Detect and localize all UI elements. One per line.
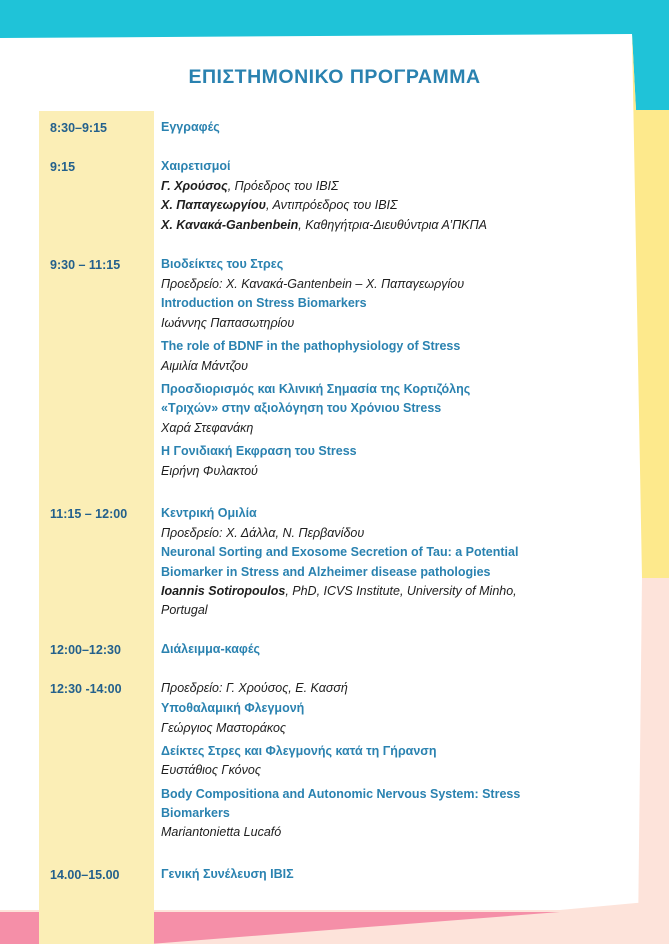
time-welcome: 9:15 <box>50 160 76 174</box>
item-welcome-title: Χαιρετισμοί <box>161 159 231 173</box>
talk-speaker: Ειρήνη Φυλακτού <box>161 464 258 478</box>
time-assembly: 14.00–15.00 <box>50 868 120 882</box>
session1-chairs: Προεδρείο: Χ. Κανακά-Gantenbein – Χ. Παπαγεωργίου <box>161 277 465 291</box>
keynote-speaker: Ioannis Sotiropoulos, PhD, ICVS Institute, University of Minho, <box>161 584 517 598</box>
talk-title: «Τριχών» στην αξιολόγηση του Χρόνιου Stress <box>161 401 442 415</box>
talk-title: Δείκτες Στρες και Φλεγμονής κατά τη Γήρανση <box>161 744 437 758</box>
time-keynote: 11:15 – 12:00 <box>50 507 128 521</box>
keynote-speaker-affiliation: Portugal <box>161 603 208 617</box>
page-title: ΕΠΙΣΤΗΜΟΝΙΚΟ ΠΡΟΓΡΑΜΜΑ <box>188 66 481 88</box>
keynote-talk-title: Neuronal Sorting and Exosome Secretion of Tau: a Potential <box>161 545 519 559</box>
time-registration: 8:30–9:15 <box>50 121 107 135</box>
keynote-talk-title: Biomarker in Stress and Alzheimer disease pathologies <box>161 565 491 579</box>
time-session2: 12:30 -14:00 <box>50 682 122 696</box>
talk-speaker: Χαρά Στεφανάκη <box>161 421 254 435</box>
assembly-title: Γενική Συνέλευση ΙΒΙΣ <box>161 867 294 881</box>
item-registration-title: Εγγραφές <box>161 120 220 134</box>
talk-title: Introduction on Stress Biomarkers <box>161 296 367 310</box>
talk-title: Body Compositiona and Autonomic Nervous System: Stress <box>161 787 521 801</box>
welcome-speaker: Χ. Παπαγεωργίου, Αντιπρόεδρος του ΙΒΙΣ <box>161 198 398 212</box>
keynote-chairs: Προεδρείο: Χ. Δάλλα, Ν. Περβανίδου <box>161 526 365 540</box>
talk-title: The role of BDNF in the pathophysiology of Stress <box>161 339 461 353</box>
time-coffee: 12:00–12:30 <box>50 643 121 657</box>
talk-title: Η Γονιδιακή Εκφραση του Stress <box>161 444 357 458</box>
talk-speaker: Αιμιλία Μάντζου <box>161 359 248 373</box>
talk-title: Προσδιορισμός και Κλινική Σημασία της Κορτιζόλης <box>161 382 471 396</box>
welcome-speaker: Γ. Χρούσος, Πρόεδρος του ΙΒΙΣ <box>161 179 339 193</box>
talk-speaker: Ιωάννης Παπασωτηρίου <box>161 316 295 330</box>
coffee-title: Διάλειμμα-καφές <box>161 642 260 656</box>
keynote-title: Κεντρική Ομιλία <box>161 506 257 520</box>
session1-title: Βιοδείκτες του Στρες <box>161 257 284 271</box>
time-session1: 9:30 – 11:15 <box>50 258 121 272</box>
welcome-speaker: Χ. Κανακά-Ganbenbein, Καθηγήτρια-Διευθύντρια Α’ΠΚΠΑ <box>161 218 487 232</box>
talk-speaker: Γεώργιος Μαστοράκος <box>161 721 286 735</box>
session2-chairs: Προεδρείο: Γ. Χρούσος, Ε. Κασσή <box>161 681 348 695</box>
talk-title: Biomarkers <box>161 806 230 820</box>
talk-speaker: Mariantonietta Lucafó <box>161 825 282 839</box>
talk-speaker: Ευστάθιος Γκόνος <box>161 763 261 777</box>
talk-title: Υποθαλαμική Φλεγμονή <box>161 701 305 715</box>
